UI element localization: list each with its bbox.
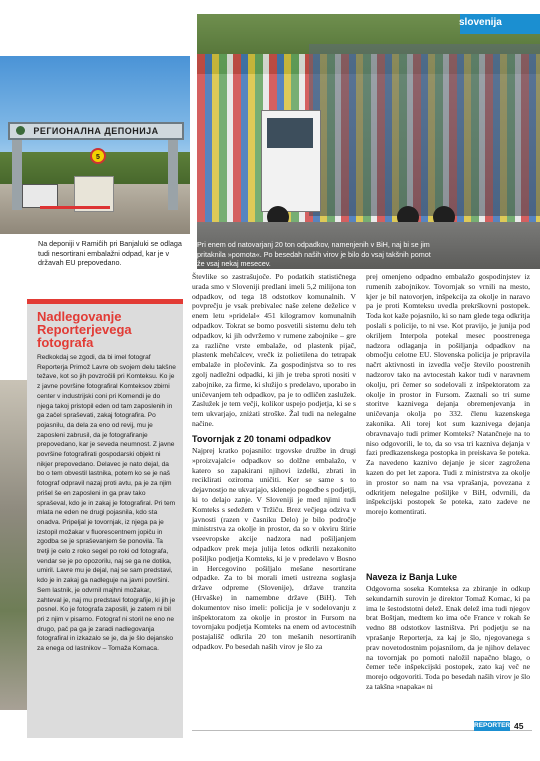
magazine-logo: REPORTER [474, 722, 511, 729]
speed-sign-icon: 5 [90, 148, 106, 164]
article-subheading: Tovornjak z 20 tonami odpadkov [192, 434, 331, 444]
photo-caption-left: Na deponiji v Ramiĉih pri Banjaluki se odlaga tudi nesortirani embalažni odpad, kar je v državah EU prepovedano. [38, 239, 182, 267]
gate-pillar [168, 140, 178, 210]
article-subheading: Naveza iz Banja Luke [366, 572, 458, 582]
gate-pillar [12, 140, 22, 210]
section-label: slovenija [459, 17, 502, 28]
page-number: 45 [514, 721, 524, 731]
photo-small-truck [22, 184, 58, 208]
sign-logo-icon [16, 126, 25, 135]
article-paragraph: Števlike so zastrašujoče. Po podatkih statističnega urada smo v Sloveniji predlani imeli 5,2 milijona ton odpadkov, od tega 18 odstotkov komunalnih. V povprečju je vsak prebivalec naše zelene deželice v enem letu »pridelal« 451 kilogramov komunalnih odpadkov. Tokrat se bomo posvetili sistemu delu teh odpadkov, ki jih odvržemo v rumene zabojnike – gre za različne vrste embalaže, od plastenk pijač, plastenk mehčalcev, vrečk iz polietilena do tetrapak embalaže in pločevink. Za gospodinjstva so to res zgolj nadležni odpadki, ki jih je treba sproti nositi v zabojnike, za firme, ki služijo s predelavo, uporabo in uničevanjem teh odpadkov, pa je to odličen zaslužek. Zaslužek je tem večji, kolikor uspejo podjetja, ki se s tem ukvarjajo, zniżati stroške. Žal tudi na nelegalne načine. [192, 272, 356, 428]
article-paragraph: prej omenjeno odpadno embalažo gospodinjstev iz rumenih zabojnikov. Tovornjak so vrnili na mesto, kjer je bil natovorjen, inšpekcija za okolje in naravo pa je proti Komteksu uvedla prekrškovni postopek. Toda kot kaže pojasnilo, ki so nam glede tega odkritja poslali s policije, to ni vse. Kot pravijo, je junija pod okriljem Interpola potekal mesec poostrenega nadzora odlaganja in pošiljanja odpadkov na območju celotne EU. Slovenska policija je pripravila naĉrt aktivnosti in izvedla veĉje število poostrenih nadzorov tako na avtocestah kakor tudi v naravnem okolju, pri čemer so sodelovali z inšpektoratom za okolje in prostor in Fursom. Zaznali so tri sume storitve kaznivega dejanja obremenjevanja in uničevanja okolja po 332. členu kazenskega zakonika. Ali torej kot sum kaznivega dejanja obravnavajo tudi primer Komteks? Natančneje na to niso odgovorili, le to, da so vsa tri kazniva dejanja v fazi predkazenskega postopka in preiskava še poteka. Za navedeno kaznivo dejanje je sicer zagrožena kazen do pet let zapora. Tudi z ministrstva za okolje in prostor so nam na vsa vprašanja, povezana z odkritjem nelegalne pošiljke v BiH, odvrnili, da inšpekcijski postopek še poteka, zato zadeve ne morejo komentirati. [366, 272, 530, 517]
sidebar-accent-bar [27, 299, 183, 304]
photo-caption-right: Pri enem od natovarjanj 20 ton odpadkov, namenjenih v BiH, naj bi se jim pritaknila »pomota«. Po besedah naših virov je bilo do vsaj takšnih pomot že vsaj nekaj mesecev. [197, 240, 431, 268]
photo-cab-window [267, 118, 313, 148]
photo-barrier [40, 206, 110, 209]
article-paragraph: Odgovorna soseka Komteksa za zbiranje in odkup sekundarnih surovin je direktor Tomaž Komac, ki pa ima le šestodstotni delež. Enak delež ima tudi njegov brat Boštjan, medtem ko ima oĉe France v rokah še vedno 88 odstotkov lastništva. Pri podjetju se na vprašanje Reporterja, za kaj je šlo, njegovanega s prav novetodostnim pojasnilom, da je njihov delavec na tovornjak po pomoti naložil napačno blago, o čemer teče inšpekcijski postopek, zato kaj več ne morejo odgovoriti. Toda po besedah naših virov je šlo za takšna »napaka« ni [366, 584, 530, 691]
truck-waste-photo [197, 14, 540, 269]
landfill-sign: РЕГИОНАЛНА ДЕПОНИЈА [8, 122, 184, 140]
landfill-gate-photo [0, 56, 190, 234]
edge-photo-strip [0, 380, 27, 710]
photo-trailer [309, 44, 540, 216]
article-paragraph: Najprej kratko pojasnilo: trgovske družbe in drugi »proizvajalci« odpadkov so dolžne embalažo, v katero so zapakirani njihovi izdelki, zbrati in reciklirati oziroma uničiti. Ker se same s to dejavnostjo ne ukvarjajo, sklenejo pogodbe s podjetji, ki to delajo zanje. V Sloveniji je med njimi tudi Komteks s sedežem v Tržiču. Brez večjega odziva v javnosti (razen v časniku Delo) je bilo področje ministrstva za okolje in prostor, da so v okviru štirie vseevropske akcije nadzora nad pošiljanjem odpadkov prek meja julija letos odkrili nezakonito pošiljko podjetja Komteks, ki je v predelavo v Bosno in Hercegovino pošiljalo mešane nesortirane odpadke. Za to bi morali imeti ustrezna soglasja države odpreme (Slovenije), države tranzita (Hrvaške) in namembne države (BiH). Teh dokumentov niso imeli: policija je v sodelovanju z inšpektoratom za okolje in prostor in Fursom na tovornjaku podjetja Komteks na enem od avtocestnih postajališč odkrila 20 ton mešanih nesortiranih odpadkov. Po besedah naših virov je šlo za [192, 446, 356, 651]
sidebar-text: Redkokdaj se zgodi, da bi imel fotograf Reporterja Primož Lavre ob svojem delu takšne težave, kot so jih povzročili pri Komteksu. Ko je z javne površine fotografiral Komteksov zbirni center v industrijski coni pri Komendi je do njega takoj pristopil eden od tam zaposlenih in ga začel spraševati, zakaj fotografira. Po pojasnilu, da dela za eno od revij, mu je zaposleni zabrusil, da je fotografiranje prepovedano, kar je seveda neumnost. Z javne površine fotografirati gospodarski objekt ni nikjer prepovedano. Delavec je nato dejal, da bo o tem obvestil lastnika, potem ko se je naš fotograf odpravil nazaj proti avtu, pa je za njim prišel še en zaposleni in ga prav tako spraševal, kdo je in zakaj je fotografiral. Pri tem mlata ne eden ne drugi pojasnila, kdo sta onadva. Pripeljal je tovornjak, iz njega pa je izstopil možakar v fluorescentnem jopiču in zgodba se je spraševanjem še ponovila. Ta tretji je celo z roko segel po roki od fotografa, vendar se je po opozorilu, naj se ga ne dotika, umiril. Lavre mu je dejal, naj se sam predstavi, kdo je in zakaj ga nadleguje na javni površini. Sem lastnik, je odvrnil majhni možakar, zahteval je, naj mu predstavi fotografije, ki jih je posnel. Ko je fotografa zaposlil, je zatem ni bil pri z njim v pisarno. Fotograf ni storil ne eno ne drugo, pač pa ga je zaradi nadlegovanja fotografiral in izkazalo se je, da je šlo dejansko za enega od lastnikov – Tomaža Komaca. [37, 354, 176, 653]
sidebar-title: Nadlegovanje Reporterjevega fotografa [37, 309, 132, 350]
